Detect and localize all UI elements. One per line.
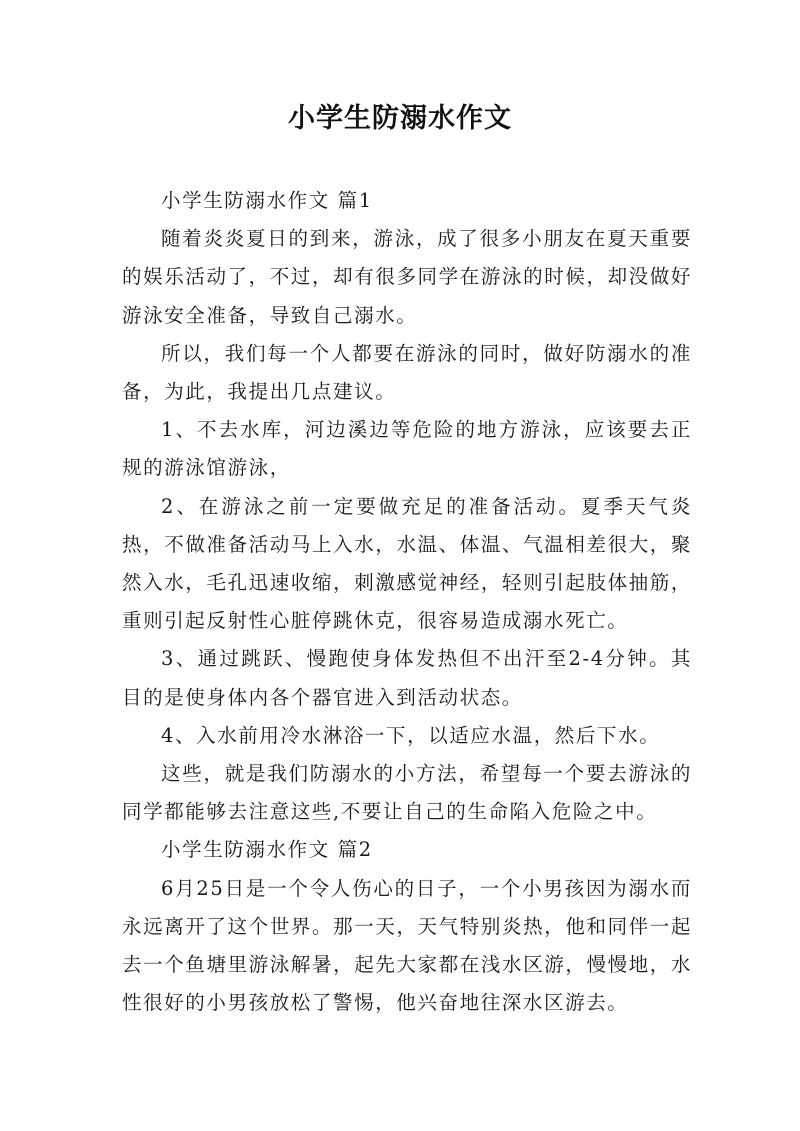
document-body bbox=[122, 182, 692, 1022]
paragraph: 随着炎炎夏日的到来，游泳，成了很多小朋友在夏天重要的娱乐活动了，不过，却有很多同学在游泳的时候，却没做好游泳安全准备，导致自己溺水。 bbox=[122, 227, 692, 327]
paragraph: 所以，我们每一个人都要在游泳的同时，做好防溺水的准备，为此，我提出几点建议。 bbox=[122, 341, 692, 404]
paragraph: 4、入水前用冷水淋浴一下，以适应水温，然后下水。 bbox=[161, 723, 661, 747]
paragraph: 3、通过跳跃、慢跑使身体发热但不出汗至2-4分钟。其目的是使身体内各个器官进入到活动状态。 bbox=[122, 647, 692, 709]
paragraph: 2、在游泳之前一定要做充足的准备活动。夏季天气炎热，不做准备活动马上入水，水温、体温、气温相差很大，聚然入水，毛孔迅速收缩，刺激感觉神经，轻则引起肢体抽筋，重则引起反射性心脏停跳休克，很容易造成溺水死亡。 bbox=[122, 494, 692, 633]
paragraph: 这些，就是我们防溺水的小方法，希望每一个要去游泳的同学都能够去注意这些,不要让自己的生命陷入危险之中。 bbox=[122, 762, 692, 824]
document-title: 小学生防溺水作文 bbox=[288, 103, 512, 134]
section-heading: 小学生防溺水作文 篇1 bbox=[161, 189, 373, 212]
paragraph: 6月25日是一个令人伤心的日子，一个小男孩因为溺水而永远离开了这个世界。那一天，天气特别炎热，他和同伴一起去一个鱼塘里游泳解暑，起先大家都在浅水区游，慢慢地，水性很好的小男孩放松了警惕，他兴奋地往深水区游去。 bbox=[122, 876, 692, 1015]
section-heading: 小学生防溺水作文 篇2 bbox=[161, 838, 373, 862]
paragraph: 1、不去水库，河边溪边等危险的地方游泳，应该要去正规的游泳馆游泳， bbox=[122, 418, 692, 480]
